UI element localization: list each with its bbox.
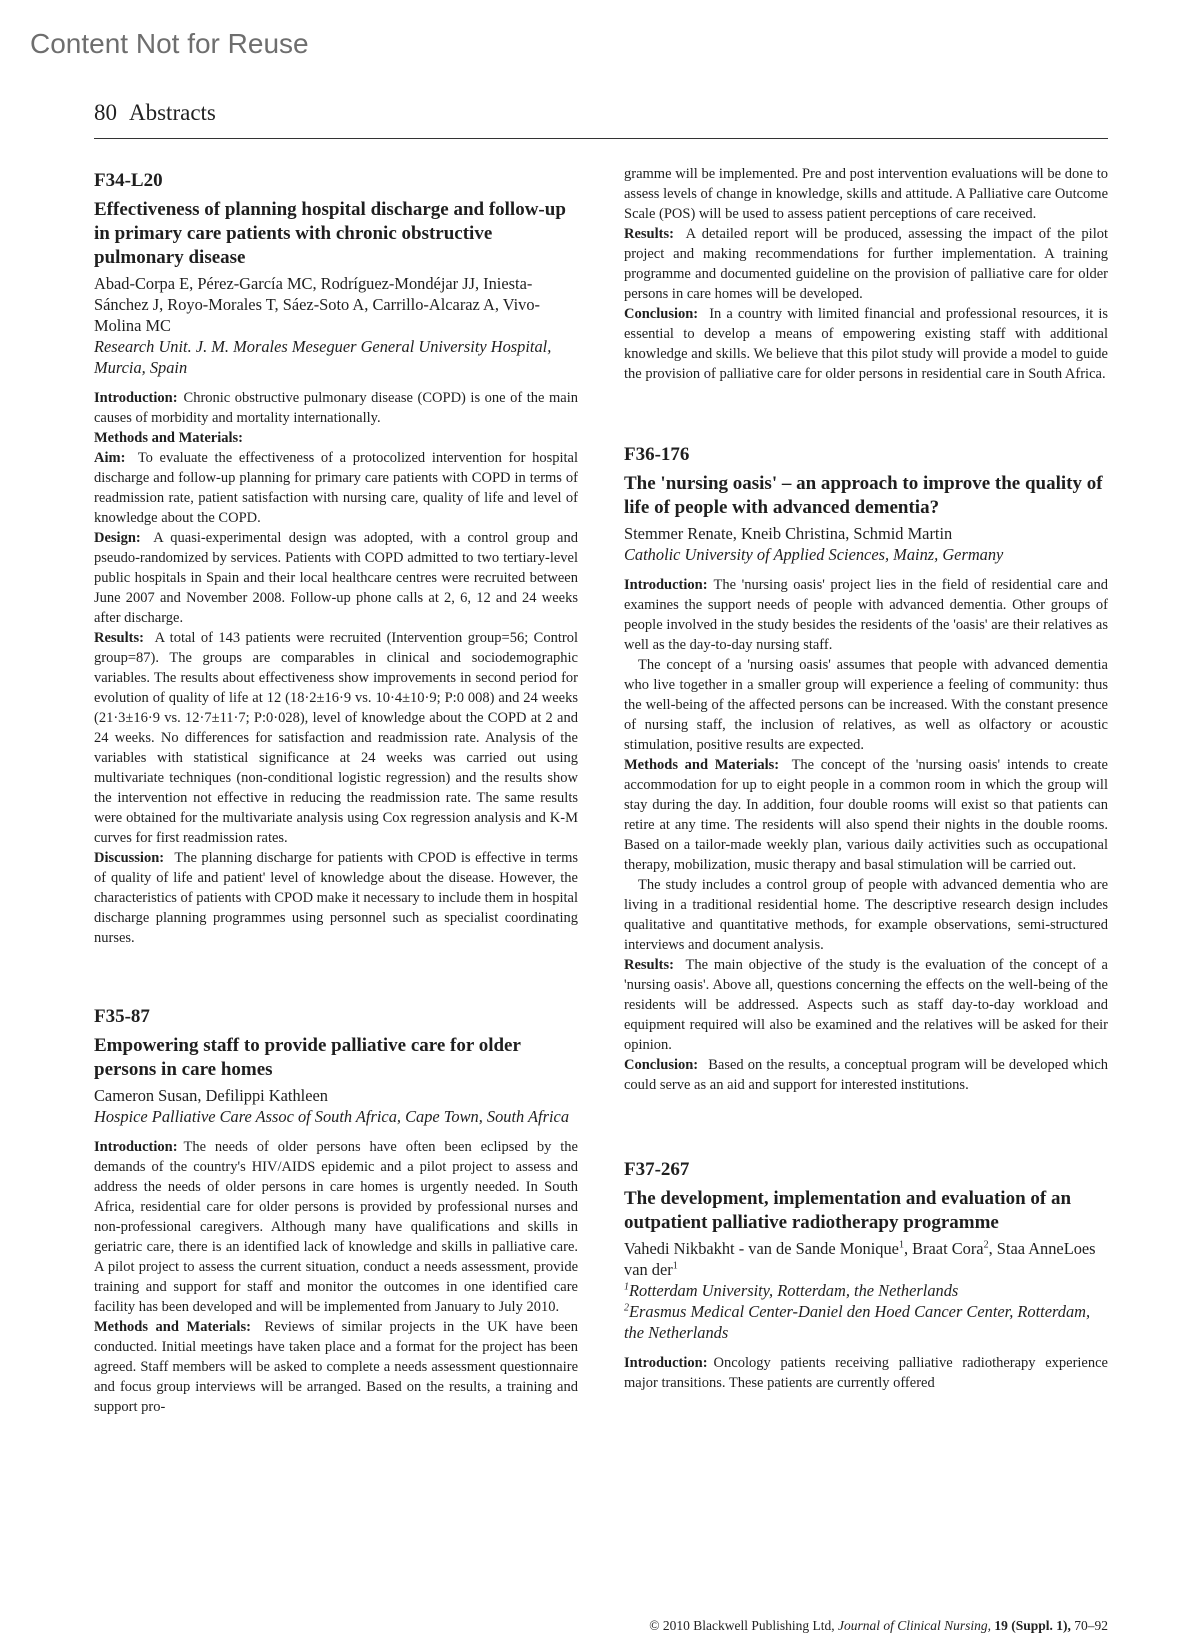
abstract-title: Empowering staff to provide palliative care for older persons in care homes (94, 1035, 521, 1080)
conclusion-paragraph (624, 1055, 1108, 1095)
abstract-affiliation: Research Unit. J. M. Morales Meseguer General University Hospital, Murcia, Spain (94, 337, 552, 377)
results-label: Results: (624, 957, 674, 973)
page-footer (649, 1618, 1108, 1634)
abstract-affiliation: Catholic University of Applied Sciences, Mainz, Germany (624, 545, 1004, 564)
affil-2-sup: 2 (624, 1302, 629, 1314)
abstract-authors: Abad-Corpa E, Pérez-García MC, Rodríguez-Mondéjar JJ, Iniesta-Sánchez J, Royo-Morales T, Sáez-Soto A, Carrillo-Alcaraz A, Vivo-Molina MC (94, 274, 541, 335)
author-2: , Braat Cora (903, 1239, 984, 1258)
abstract-authors: Cameron Susan, Defilippi Kathleen (94, 1086, 328, 1105)
abstract-affiliation: Hospice Palliative Care Assoc of South Africa, Cape Town, South Africa (94, 1107, 570, 1126)
author-1: Vahedi Nikbakht - van de Sande Monique (624, 1239, 899, 1258)
abstract-title: Effectiveness of planning hospital discharge and follow-up in primary care patients with chronic obstructive pulmonary disease (94, 199, 566, 268)
results-paragraph (624, 224, 1108, 304)
page-number: 80 (94, 100, 117, 125)
journal-pages: 70–92 (1074, 1618, 1108, 1633)
intro-text: The 'nursing oasis' project lies in the field of residential care and examines the support needs of people with advanced dementia. Other groups of people involved in the study besides the residents of the 'oasis' are their relatives as well as the day-to-day nursing staff. (624, 577, 1108, 653)
results-label: Results: (624, 226, 674, 242)
section-title: Abstracts (129, 100, 216, 125)
author-3-sup: 1 (672, 1260, 678, 1272)
conclusion-text: In a country with limited financial and professional resources, it is essential to develop a means of empowering existing staff with additional knowledge and skills. We believe that this pilot study will provide a model to guide the provision of palliative care for older persons in residential care in South Africa. (624, 306, 1108, 382)
abstract-f34 (94, 170, 578, 948)
watermark: Content Not for Reuse (30, 28, 309, 59)
intro-label: Introduction: (624, 577, 708, 593)
intro-label: Introduction: (94, 1139, 178, 1155)
intro-text: The needs of older persons have often been eclipsed by the demands of the country's HIV/AIDS epidemic and a pilot project to assess and address the needs of older persons in care homes is urgently needed. In South Africa, residential care for older persons is provided by professional nurses and non-professional caregivers. Although many have qualifications and skills in geriatric care, there is an identified lack of knowledge and skills in palliative care. A pilot project to assess the current situation, conduct a needs assessment, provide training and support for staff and monitor the outcomes in one identified care facility has been developed and will be implemented from January to July 2010. (94, 1139, 578, 1315)
abstract-authors: Stemmer Renate, Kneib Christina, Schmid Martin (624, 524, 953, 543)
abstract-f35 (94, 1006, 578, 1417)
copyright: © 2010 Blackwell Publishing Ltd, (649, 1618, 835, 1633)
conclusion-label: Conclusion: (624, 1057, 699, 1073)
abstract-affiliation-1 (624, 1280, 1108, 1301)
design-label: Design: (94, 530, 141, 546)
header-rule (94, 138, 1108, 139)
journal-name: Journal of Clinical Nursing, (837, 1618, 991, 1633)
abstract-body (624, 1353, 1108, 1393)
methods-paragraph (624, 755, 1108, 875)
discussion-paragraph (94, 848, 578, 948)
author-2-sup: 2 (983, 1239, 989, 1251)
aim-label: Aim: (94, 450, 126, 466)
methods-text: Reviews of similar projects in the UK have been conducted. Initial meetings have taken place and a format for the project has been agreed. Staff members will be asked to complete a needs assessment questionnaire and focus group interviews will be arranged. Based on the results, a training and support pro- (94, 1319, 578, 1415)
intro-paragraph (624, 575, 1108, 655)
abstract-body (94, 388, 578, 948)
abstract-body (624, 575, 1108, 1095)
author-1-sup: 1 (898, 1239, 904, 1251)
methods-heading (94, 428, 578, 448)
journal-suppl: (Suppl. 1), (1011, 1618, 1071, 1633)
aim-paragraph (94, 448, 578, 528)
abstract-id: F37-267 (624, 1159, 690, 1180)
continued-text: gramme will be implemented. Pre and post intervention evaluations will be done to assess levels of change in knowledge, skills and attitude. A Palliative care Outcome Scale (POS) will be used to assess patient perceptions of care received. (624, 166, 1109, 222)
abstract-f35-continued (624, 164, 1108, 384)
results-text: A detailed report will be produced, assessing the impact of the pilot project and making recommendations for further implementation. A training programme and documented guideline on the provision of palliative care for older persons in care homes will be developed. (624, 226, 1109, 302)
intro-text: Oncology patients receiving palliative radiotherapy experience major transitions. These patients are currently offered (624, 1355, 1108, 1391)
intro-label: Introduction: (624, 1355, 708, 1371)
abstract-id: F35-87 (94, 1006, 150, 1027)
abstract-id: F34-L20 (94, 170, 163, 191)
abstract-title: The 'nursing oasis' – an approach to improve the quality of life of people with advanced dementia? (624, 473, 1103, 518)
results-label: Results: (94, 630, 144, 646)
intro-label: Introduction: (94, 390, 178, 406)
aim-text: To evaluate the effectiveness of a protocolized intervention for hospital discharge and follow-up planning for primary care patients with COPD in terms of readmission rate, patient satisfaction with nursing care, quality of life and level of knowledge about the COPD. (94, 450, 578, 526)
methods-paragraph-2: The study includes a control group of people with advanced dementia who are living in a traditional residential home. The descriptive research design includes qualitative and quantitative methods, for example observations, semi-structured interviews and document analysis. (624, 877, 1108, 953)
methods-label: Methods and Materials: (624, 757, 780, 773)
conclusion-text: Based on the results, a conceptual program will be developed which could serve as an aid and support for interested institutions. (624, 1057, 1108, 1093)
abstract-title: The development, implementation and evaluation of an outpatient palliative radiotherapy programme (624, 1188, 1072, 1233)
running-head (94, 100, 216, 126)
abstract-f37 (624, 1159, 1108, 1393)
results-paragraph (94, 628, 578, 848)
conclusion-paragraph (624, 304, 1108, 384)
affil-2-text: Erasmus Medical Center-Daniel den Hoed Cancer Center, Rotterdam, the Netherlands (624, 1302, 1091, 1342)
abstract-affiliation-2 (624, 1301, 1108, 1343)
design-text: A quasi-experimental design was adopted, with a control group and pseudo-randomized by services. Patients with COPD admitted to two tertiary-level public hospitals in Spain and their local healthcare centres were recruited between June 2007 and November 2008. Follow-up phone calls at 2, 6, 12 and 24 weeks after discharge. (94, 530, 578, 626)
conclusion-label: Conclusion: (624, 306, 699, 322)
intro-paragraph (94, 1137, 578, 1317)
abstract-f36 (624, 444, 1108, 1095)
intro-text: Chronic obstructive pulmonary disease (COPD) is one of the main causes of morbidity and mortality internationally. (94, 390, 578, 426)
intro-paragraph (94, 388, 578, 428)
intro-paragraph-2: The concept of a 'nursing oasis' assumes that people with advanced dementia who live together in a smaller group will experience a feeling of community: thus the well-being of the affected persons can be increased. With the constant presence of nursing staff, the inclusion of relatives, as well as olfactory or acoustic stimulation, positive results are expected. (624, 657, 1108, 753)
left-column (94, 170, 578, 1417)
results-text: A total of 143 patients were recruited (Intervention group=56; Control group=87). The groups are comparables in clinical and sociodemographic variables. The results about effectiveness show improvements in second period for evolution of quality of life at 12 (18·2±16·9 vs. 10·4±10·9; P:0 008) and 24 weeks (21·3±16·9 vs. 12·7±11·7; P:0·028), level of knowledge about the COPD at 2 and 24 weeks. No differences for satisfaction and readmission rate. Analysis of the variables with statistical significance at 24 weeks was carried out using multivariate techniques (non-conditional logistic regression) and the results show the intervention not effective in reducing the readmission rate. The same results were obtained for the multivariate analysis using Cox regression analysis and K-M curves for first readmission rates. (94, 630, 578, 846)
right-column (624, 164, 1108, 1393)
abstract-authors (624, 1238, 1108, 1280)
methods-label: Methods and Materials: (94, 1319, 251, 1335)
results-paragraph (624, 955, 1108, 1055)
methods-text: The concept of the 'nursing oasis' intends to create accommodation for up to eight people in a common room in which the group will stay during the day. In addition, four double rooms will exist so that patients can retire at any time. The residents will also spend their nights in the double rooms. Based on a tailor-made weekly plan, various daily activities such as occupational therapy, mobilization, music therapy and basal stimulation will be carried out. (624, 757, 1108, 873)
intro-paragraph (624, 1353, 1108, 1393)
methods-paragraph (94, 1317, 578, 1417)
design-paragraph (94, 528, 578, 628)
abstract-body (94, 1137, 578, 1417)
affil-1-text: Rotterdam University, Rotterdam, the Netherlands (629, 1281, 959, 1300)
methods-label: Methods and Materials: (94, 430, 244, 446)
author-3: , Staa AnneLoes van der (624, 1239, 1096, 1279)
abstract-id: F36-176 (624, 444, 690, 465)
results-text: The main objective of the study is the evaluation of the concept of a 'nursing oasis'. Above all, questions concerning the effects on the well-being of the residents will be addressed. Aspects such as staff day-to-day workload and equipment required will also be examined and the relatives will be asked for their opinion. (624, 957, 1108, 1053)
discussion-text: The planning discharge for patients with CPOD is effective in terms of quality of life and patient' level of knowledge about the disease. However, the characteristics of patients with CPOD make it necessary to include them in hospital discharge planning programmes using personnel such as specialist coordinating nurses. (94, 850, 579, 946)
affil-1-sup: 1 (624, 1281, 629, 1293)
journal-volume: 19 (994, 1618, 1008, 1633)
discussion-label: Discussion: (94, 850, 165, 866)
